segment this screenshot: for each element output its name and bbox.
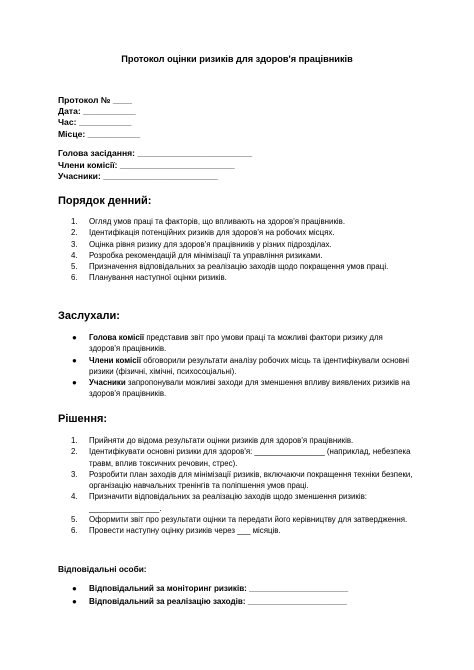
decision-item: 2. Ідентифікувати основні ризики для здоров'я: ________________ (наприклад, небезпека травм, вплив токсичних речовин, стрес).	[71, 447, 411, 468]
agenda-item: 1. Огляд умов праці та факторів, що впливають на здоров'я працівників.	[71, 217, 346, 226]
protocol-number-field: Протокол № ____	[58, 95, 132, 105]
time-field: Час: ___________	[58, 117, 132, 128]
decision-item: 3. Розробити план заходів для мінімізації ризиків, включаючи покращення техніки безпеки, організацію навчальних тренінгів та поліпшення умов праці.	[71, 469, 413, 491]
place-field: Місце: ___________	[58, 128, 141, 139]
agenda-item: 5. Призначення відповідальних за реалізацію заходів щодо покращення умов праці.	[71, 262, 389, 272]
decisions-heading: Рішення:	[58, 413, 108, 425]
heard-item: ● Члени комісії обговорили результати аналізу робочих місць та ідентифікували основні ризики (фізичні, хімічні, психосоціальні).	[72, 355, 409, 376]
document-title: Протокол оцінки ризиків для здоров'я працівників	[121, 54, 353, 64]
decision-item: 1. Прийняти до відома результати оцінки ризиків для здоров'я працівників.	[71, 436, 354, 445]
date-field: Дата: ___________	[58, 106, 136, 117]
heard-item: ● Учасники запропонували можливі заходи для зменшення впливу виявлених ризиків на здоров'я працівників.	[72, 378, 410, 399]
decision-item: 4. Призначити відповідальних за реалізацію заходів щодо зменшення ризиків: ________________.	[71, 492, 367, 513]
agenda-list	[58, 216, 416, 284]
heard-item: ● Голова комісії представив звіт про умови праці та можливі фактори ризику для здоров'я працівників.	[72, 333, 383, 354]
heard-list	[58, 332, 416, 400]
decisions-list	[58, 435, 416, 537]
participants-field: Учасники: ________________________	[58, 171, 218, 182]
agenda-item: 6. Планування наступної оцінки ризиків.	[71, 273, 227, 283]
agenda-item: 4. Розробка рекомендацій для мінімізації та управління ризиками.	[71, 250, 323, 260]
responsible-item: ● Відповідальний за моніторинг ризиків: ______________________	[72, 584, 349, 593]
responsible-label: Відповідальні особи:	[58, 564, 147, 574]
committee-block	[58, 148, 252, 183]
protocol-meta	[58, 95, 140, 140]
agenda-heading: Порядок денний:	[58, 195, 152, 207]
chair-field: Голова засідання: ________________________	[58, 148, 253, 158]
responsible-list	[58, 583, 416, 608]
agenda-item: 2. Ідентифікація потенційних ризиків для здоров'я на робочих місцях.	[71, 228, 335, 238]
decision-item: 6. Провести наступну оцінку ризиків через ___ місяців.	[71, 526, 281, 536]
agenda-item: 3. Оцінка рівня ризику для здоров'я працівників у різних підрозділах.	[71, 239, 332, 249]
decision-item: 5. Оформити звіт про результати оцінки та передати його керівництву для затвердження.	[71, 515, 408, 525]
responsible-item: ● Відповідальний за реалізацію заходів: ______________________	[72, 596, 347, 606]
heard-heading: Заслухали:	[58, 310, 120, 322]
members-field: Члени комісії: ________________________	[58, 159, 235, 170]
